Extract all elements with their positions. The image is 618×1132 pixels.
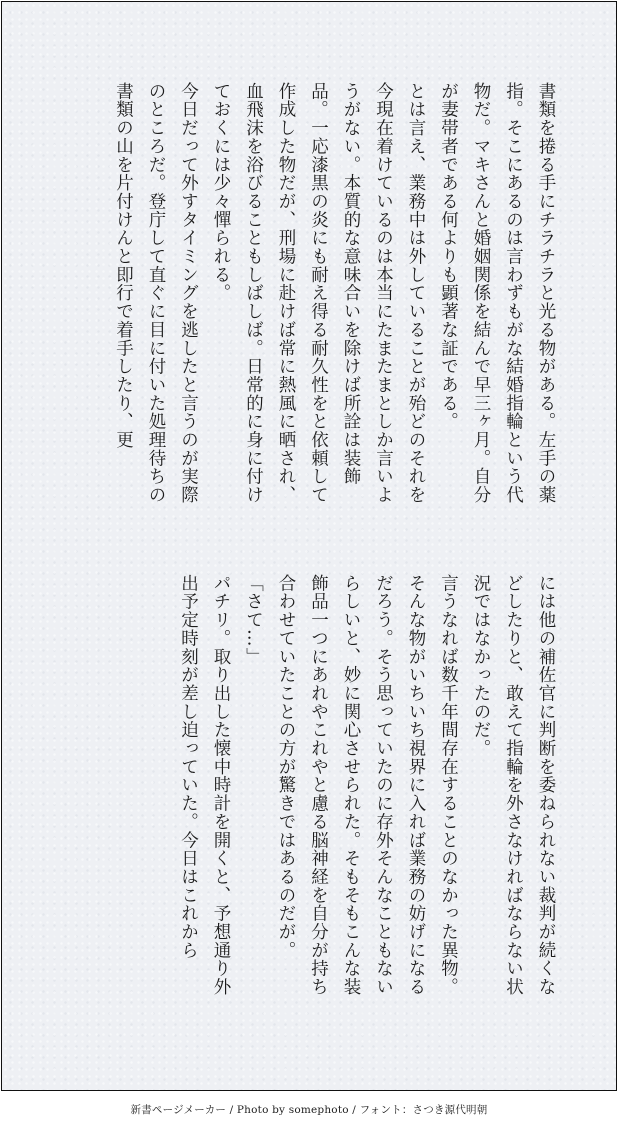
text-block-bottom xyxy=(172,574,562,1014)
paragraph: 「さて…」 xyxy=(243,574,264,666)
paragraph: 書類を捲る手にチラチラと光る物がある。左手の薬指。そこにあるのは言わずもがな結婚指輪という代物だ。マキさんと婚姻関係を結んで早三ヶ月。自分が妻帯者である何よりも顕著な証である。 xyxy=(438,82,556,505)
paragraph: には他の補佐官に判断を委ねられない裁判が続くなどしたりと、敢えて指輪を外さなければならない状況ではなかったのだ。 xyxy=(471,574,556,997)
footer-credit: 新書ページメーカー / Photo by somephoto / フォント：さつき源代明朝 xyxy=(130,1104,488,1116)
paragraph: 今日だって外すタイミングを逃したと言うのが実際のところだ。登庁して直ぐに目に付いた処理待ちの書類の山を片付けんと即行で着手したり、更 xyxy=(113,82,199,505)
paragraph: 言うなれば数千年間存在することのなかった異物。そんな物がいちいち視界に入れば業務の妨げになるだろう。そう思っていたのに存外そんなこともないらしいと、妙に関心させられた。そもそもこんな装飾品一つにあれやこれやと慮る脳神経を自分が持ち合わせていたことの方が驚きではあるのだが。 xyxy=(276,574,459,997)
text-page xyxy=(1,1,617,1091)
paragraph: パチリ。取り出した懐中時計を開くと、予想通り外出予定時刻が差し迫っていた。今日はこれから xyxy=(178,574,231,997)
paragraph: とは言え、業務中は外していることが殆どのそれを今現在着けているのは本当にたまたまとしか言いようがない。本質的な意味合いを除けば所詮は装飾品。一応漆黒の炎にも耐え得る耐久性をと依頼して作成した物だが、刑場に赴けば常に熱風に晒され、血飛沫を浴びることもしばしば。日常的に身に付けておくには少々憚られる。 xyxy=(211,82,426,505)
text-block-top xyxy=(107,82,562,522)
